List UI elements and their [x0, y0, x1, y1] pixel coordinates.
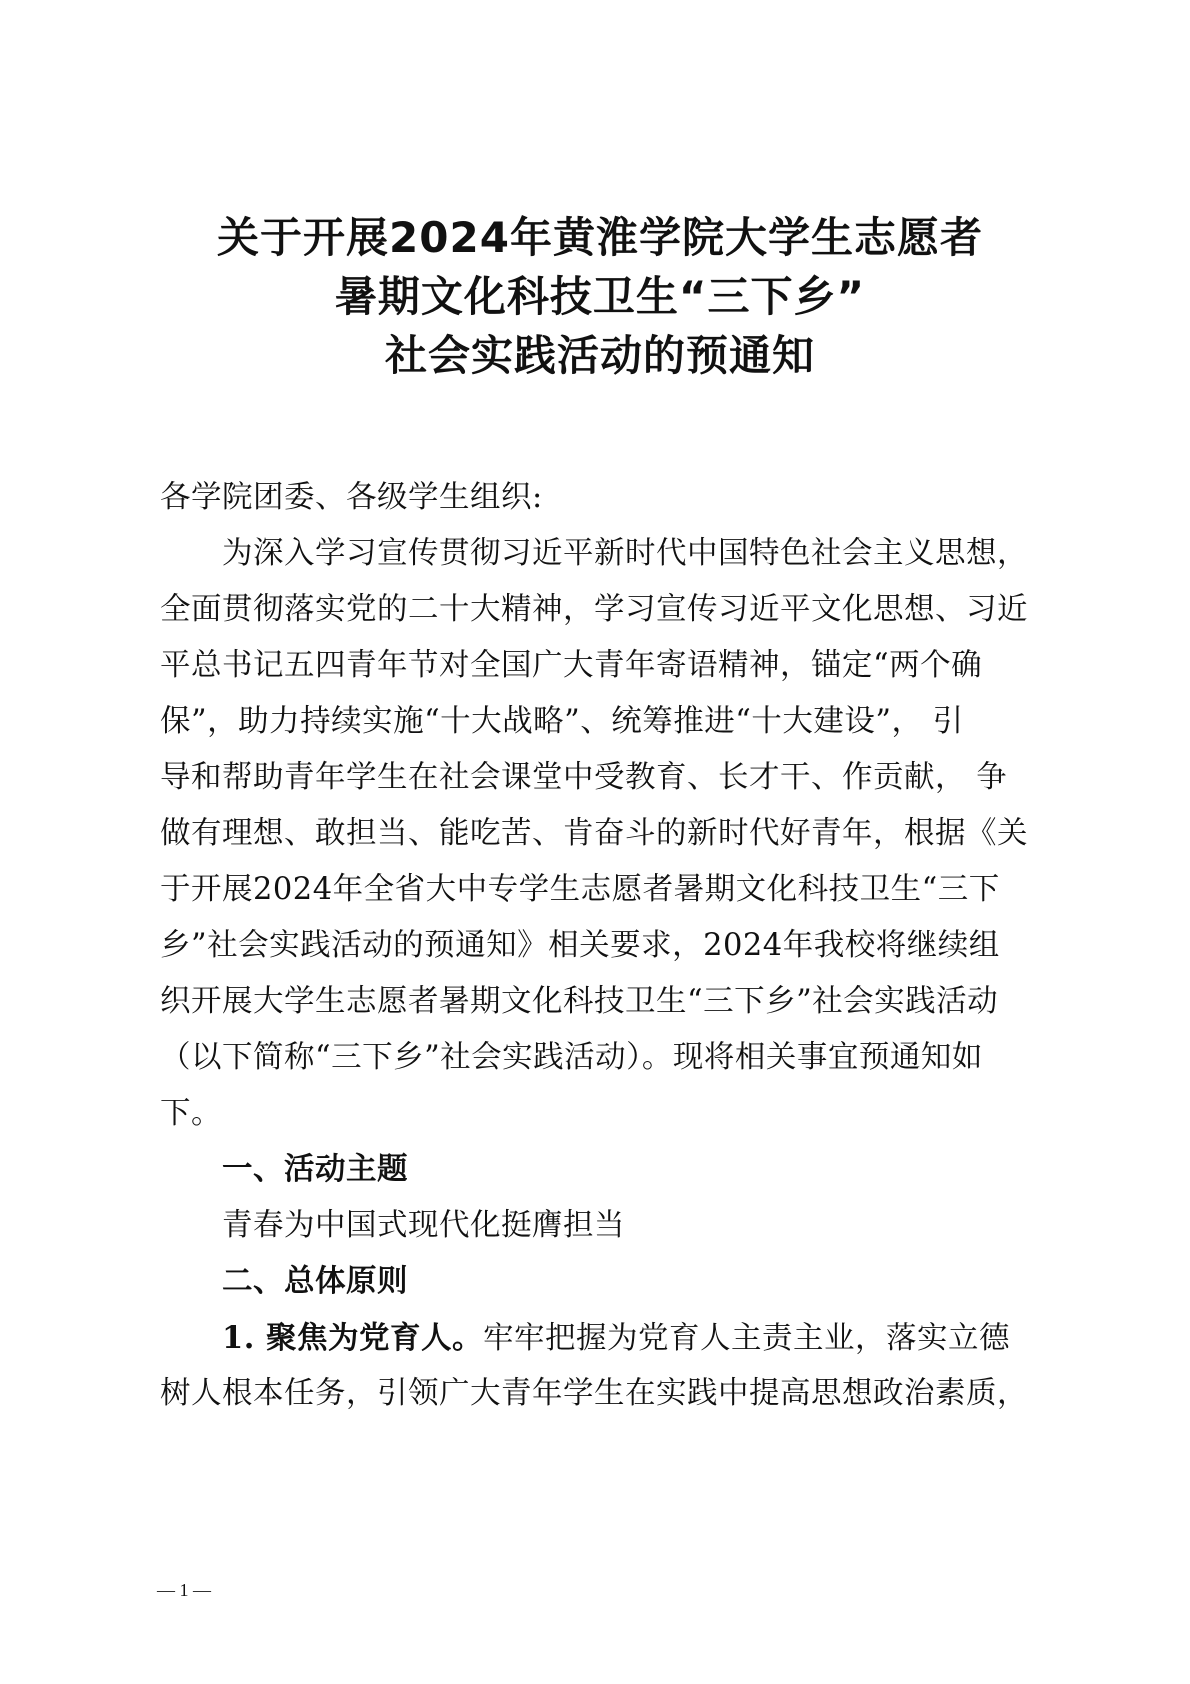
- intro-line: 于开展2024年全省大中专学生志愿者暑期文化科技卫生“三下: [160, 872, 1000, 907]
- principle-item-1-line-2: 树人根本任务，引领广大青年学生在实践中提高思想政治素质，: [160, 1376, 1028, 1411]
- intro-line: 平总书记五四青年节对全国广大青年寄语精神，锚定“两个确: [160, 648, 983, 683]
- principle-item-1-title: 1. 聚焦为党育人。: [222, 1320, 483, 1356]
- intro-line: 全面贯彻落实党的二十大精神，学习宣传习近平文化思想、习近: [160, 592, 1028, 627]
- theme-content: 青春为中国式现代化挺膺担当: [222, 1208, 625, 1243]
- intro-line: （以下简称“三下乡”社会实践活动）。现将相关事宜预通知如: [160, 1040, 983, 1075]
- intro-line: 为深入学习宣传贯彻习近平新时代中国特色社会主义思想，: [222, 536, 1028, 571]
- document-title: [150, 208, 1050, 385]
- title-line-1: 关于开展2024年黄淮学院大学生志愿者: [217, 213, 983, 262]
- intro-line: 做有理想、敢担当、能吃苦、肯奋斗的新时代好青年，根据《关: [160, 816, 1028, 851]
- intro-line: 乡”社会实践活动的预通知》相关要求，2024年我校将继续组: [160, 928, 1000, 963]
- intro-line: 下。: [160, 1096, 222, 1131]
- salutation: 各学院团委、各级学生组织:: [160, 480, 543, 515]
- section-heading-theme: 一、活动主题: [222, 1152, 408, 1187]
- principle-item-1: [160, 1310, 1038, 1366]
- page-number: — 1 —: [157, 1580, 211, 1600]
- document-body: [160, 470, 1038, 1422]
- principle-item-1-text: 牢牢把握为党育人主责主业，落实立德: [482, 1321, 1010, 1356]
- title-line-2: 暑期文化科技卫生“三下乡”: [334, 272, 866, 321]
- intro-line: 保”，助力持续实施“十大战略”、统筹推进“十大建设”， 引: [160, 704, 964, 739]
- intro-line: 导和帮助青年学生在社会课堂中受教育、长才干、作贡献， 争: [160, 760, 1008, 795]
- title-line-3: 社会实践活动的预通知: [384, 331, 815, 380]
- intro-line: 织开展大学生志愿者暑期文化科技卫生“三下乡”社会实践活动: [160, 984, 999, 1019]
- section-heading-principles: 二、总体原则: [222, 1264, 408, 1299]
